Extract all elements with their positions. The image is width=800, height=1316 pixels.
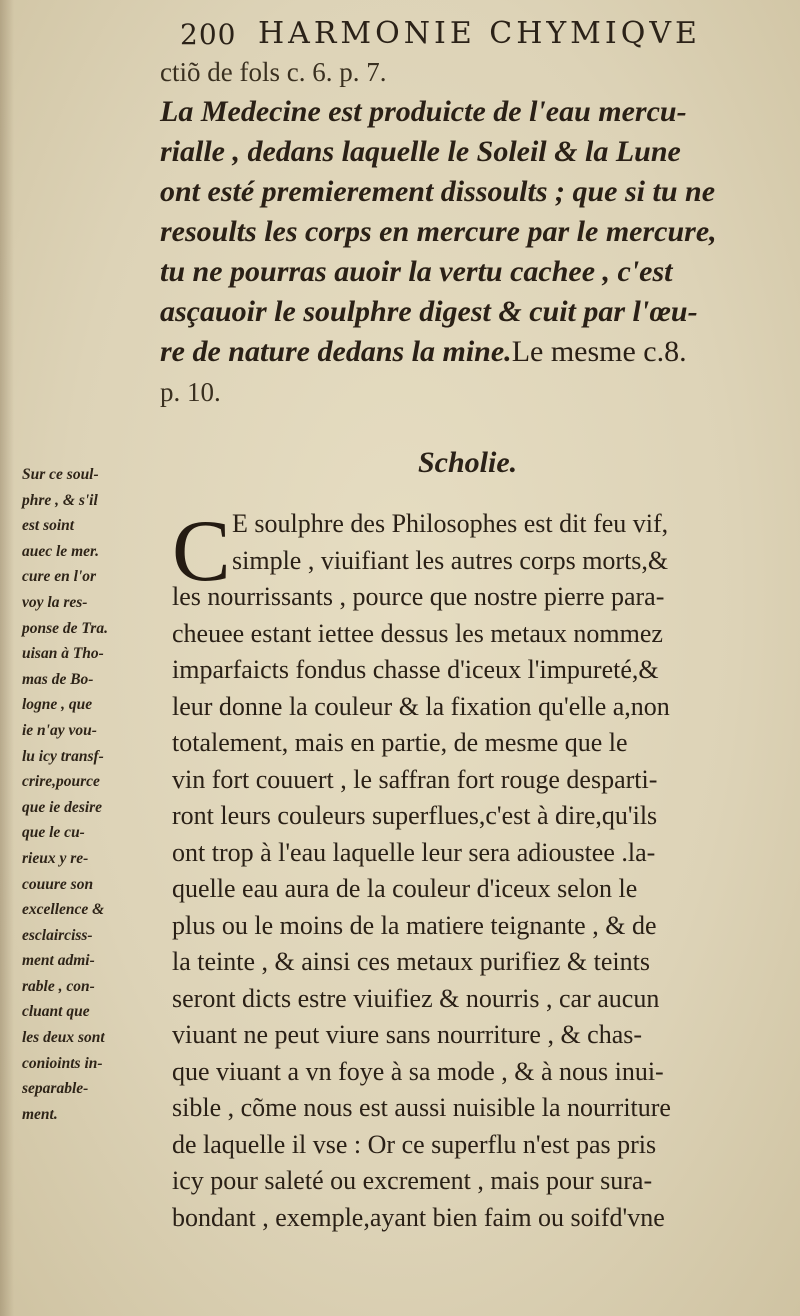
body-line: bondant , exemple,ayant bien faim ou soifd'vne — [172, 1202, 665, 1232]
margin-note-line: ie n'ay vou- — [22, 721, 97, 739]
body-line: vin fort couuert , le saffran fort rouge desparti- — [172, 764, 658, 794]
body-line: viuant ne peut viure sans nourriture , & chas- — [172, 1020, 643, 1049]
margin-note-line: ponse de Tra. — [22, 619, 108, 637]
body-line: seront dicts estre viuifiez & nourris , car aucun — [172, 983, 660, 1013]
margin-note-line: les deux sont — [22, 1029, 105, 1047]
margin-note-line: est soint — [22, 517, 75, 535]
body-line: ont trop à l'eau laquelle leur sera adioustee .la- — [172, 837, 656, 867]
body-line: les nourrissants , pource que nostre pierre para- — [172, 582, 665, 611]
margin-note-line: auec le mer. — [22, 542, 100, 560]
quotation-line — [160, 212, 770, 252]
margin-note-line: que ie desire — [22, 798, 103, 816]
margin-note-line: rable , con- — [22, 977, 95, 995]
body-line: plus ou le moins de la matiere teignante , & de — [172, 910, 657, 940]
margin-note-line: logne , que — [22, 696, 93, 714]
section-heading: Scholie. — [418, 446, 518, 479]
body-line: de laquelle il vse : Or ce superflu n'est pas pris — [172, 1129, 657, 1159]
running-title: HARMONIE CHYMIQVE — [258, 16, 701, 51]
body-line: cheuee estant iettee dessus les metaux nommez — [172, 618, 663, 648]
quotation-line-text: La Medecine est produicte de l'eau mercu- — [160, 95, 687, 128]
margin-note-line: ment admi- — [22, 952, 95, 970]
margin-note-line: Sur ce soul- — [22, 466, 99, 483]
margin-note-line: separable- — [22, 1080, 89, 1098]
margin-note-line: ment. — [22, 1105, 58, 1123]
quotation-line-text: ont esté premierement dissoults ; que si tu ne — [160, 175, 716, 208]
body-line: simple , viuifiant les autres corps morts,& — [232, 545, 669, 575]
margin-note-line: conioints in- — [22, 1054, 103, 1072]
citation-text: p. 10. — [160, 377, 221, 407]
quotation-line-text: asçauoir le soulphre digest & cuit par l'œu- — [160, 295, 698, 328]
margin-note-line: cure en l'or — [22, 568, 97, 586]
body-line: leur donne la couleur & la fixation qu'elle a,non — [172, 691, 670, 721]
body-line: imparfaicts fondus chasse d'iceux l'impureté,& — [172, 655, 659, 684]
body-line: ront leurs couleurs superflues,c'est à dire,qu'ils — [172, 801, 658, 830]
body-line: icy pour saleté ou excrement , mais pour sura- — [172, 1166, 653, 1195]
drop-cap: C — [172, 503, 231, 600]
margin-note-line: mas de Bo- — [22, 670, 94, 688]
quotation-line-text: rialle , dedans laquelle le Soleil & la Lune — [160, 135, 681, 168]
quotation-line-text: resoults les corps en mercure par le mercure, — [160, 215, 717, 248]
quotation-line — [160, 172, 770, 212]
margin-note-line: phre , & s'il — [22, 491, 98, 509]
quotation-line — [160, 292, 770, 332]
page-header — [150, 14, 750, 54]
citation-line — [160, 52, 770, 92]
margin-note-line: cluant que — [22, 1003, 90, 1021]
body-line: totalement, mais en partie, de mesme que le — [172, 728, 628, 757]
margin-note-line: voy la res- — [22, 593, 88, 611]
margin-note — [22, 462, 157, 1127]
margin-note-line: que le cu- — [22, 824, 85, 842]
quotation-block — [160, 52, 770, 412]
margin-note-line: rieux y re- — [22, 849, 89, 867]
margin-note-line: uisan à Tho- — [22, 645, 104, 663]
quotation-line — [160, 132, 770, 172]
quotation-line — [160, 252, 770, 292]
margin-note-line: crire,pource — [22, 773, 100, 791]
quotation-line-text: re de nature dedans la mine. — [160, 335, 512, 368]
quotation-line — [160, 332, 770, 372]
body-text — [172, 503, 782, 1236]
margin-note-line: esclairciss- — [22, 926, 93, 944]
page-number: 200 — [180, 18, 237, 51]
margin-note-line: couure son — [22, 875, 94, 893]
page-edge-shadow — [0, 0, 14, 1316]
body-line: E soulphre des Philosophes est dit feu vif, — [232, 509, 669, 538]
quotation-line — [160, 92, 770, 132]
body-line: quelle eau aura de la couleur d'iceux selon le — [172, 874, 638, 903]
body-line: sible , cõme nous est aussi nuisible la nourriture — [172, 1093, 671, 1122]
citation-text: ctiõ de fols c. 6. p. 7. — [160, 57, 387, 87]
citation-line — [160, 372, 770, 412]
body-line: que viuant a vn foye à sa mode , & à nous inui- — [172, 1056, 664, 1086]
quotation-line-text: tu ne pourras auoir la vertu cachee , c'est — [160, 255, 673, 288]
margin-note-line: excellence & — [22, 901, 105, 919]
margin-note-line: lu icy transf- — [22, 747, 104, 765]
citation-tail: Le mesme c.8. — [511, 335, 687, 368]
body-line: la teinte , & ainsi ces metaux purifiez & teints — [172, 947, 650, 976]
